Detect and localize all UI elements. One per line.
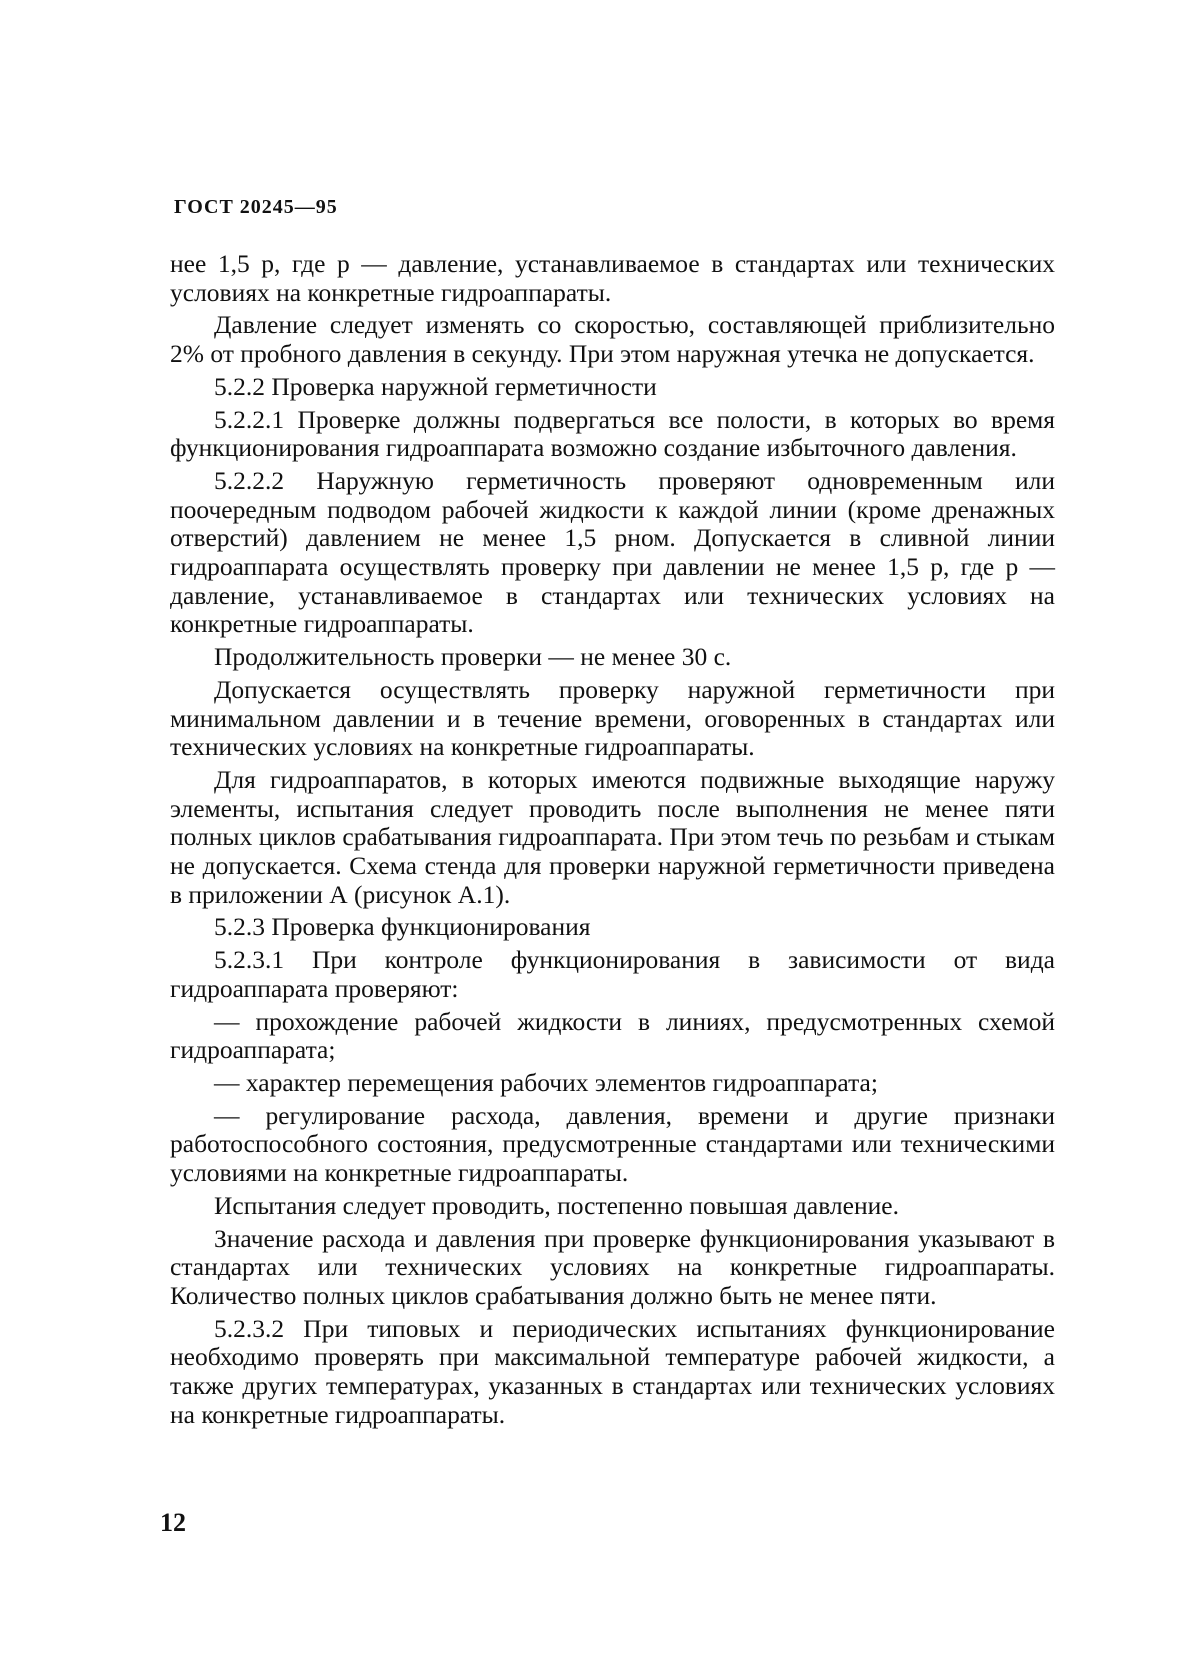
paragraph: Значение расхода и давления при проверке функционирования указывают в стандартах или технических условиях на конкретные гидроаппараты. Количество полных циклов срабатывания должно быть не менее пяти. xyxy=(170,1223,1055,1310)
document-header: ГОСТ 20245—95 xyxy=(174,196,338,218)
paragraph: 5.2.2.2 Наружную герметичность проверяют одновременным или поочередным подводом рабочей жидкости к каждой линии (кроме дренажных отверстий) давлением не менее 1,5 pном. Допускается в сливной линии гидроаппарата осуществлять проверку при давлении не менее 1,5 p, где p — давление, устанавливаемое в стандартах или технических условиях на конкретные гидроаппараты. xyxy=(170,465,1055,639)
list-item: — прохождение рабочей жидкости в линиях, предусмотренных схемой гидроаппарата; xyxy=(170,1006,1055,1065)
paragraph: Испытания следует проводить, постепенно повышая давление. xyxy=(214,1190,899,1220)
document-body xyxy=(170,250,1055,1433)
paragraph: 5.2.3.2 При типовых и периодических испытаниях функционирование необходимо проверять при максимальной температуре рабочей жидкости, а также других температурах, указанных в стандартах или технических условиях на конкретные гидроаппараты. xyxy=(170,1313,1055,1429)
paragraph: Допускается осуществлять проверку наружной герметичности при минимальном давлении и в течение времени, оговоренных в стандартах или технических условиях на конкретные гидроаппараты. xyxy=(170,674,1055,762)
list-item: — характер перемещения рабочих элементов гидроаппарата; xyxy=(214,1067,878,1097)
paragraph: Давление следует изменять со скоростью, составляющей приблизительно 2% от пробного давления в секунду. При этом наружная утечка не допускается. xyxy=(170,310,1055,369)
list-item: — регулирование расхода, давления, времени и другие признаки работоспособного состояния, предусмотренные стандартами или техническими условиями на конкретные гидроаппараты. xyxy=(170,1100,1055,1188)
paragraph: 5.2.2.1 Проверке должны подвергаться все полости, в которых во время функционирования гидроаппарата возможно создание избыточного давления. xyxy=(170,404,1055,463)
page-number: 12 xyxy=(160,1508,186,1537)
paragraph: 5.2.3.1 При контроле функционирования в зависимости от вида гидроаппарата проверяют: xyxy=(170,945,1055,1003)
paragraph: Для гидроаппаратов, в которых имеются подвижные выходящие наружу элементы, испытания следует проводить после выполнения не менее пяти полных циклов срабатывания гидроаппарата. При этом течь по резьбам и стыкам не допускается. Схема стенда для проверки наружной герметичности приведена в приложении А (рисунок А.1). xyxy=(170,764,1055,909)
section-heading: 5.2.2 Проверка наружной герметичности xyxy=(214,371,657,401)
section-heading: 5.2.3 Проверка функционирования xyxy=(214,912,591,942)
paragraph: Продолжительность проверки — не менее 30 с. xyxy=(214,642,732,672)
paragraph: нее 1,5 p, где p — давление, устанавливаемое в стандартах или технических условиях на конкретные гидроаппараты. xyxy=(170,249,1055,307)
